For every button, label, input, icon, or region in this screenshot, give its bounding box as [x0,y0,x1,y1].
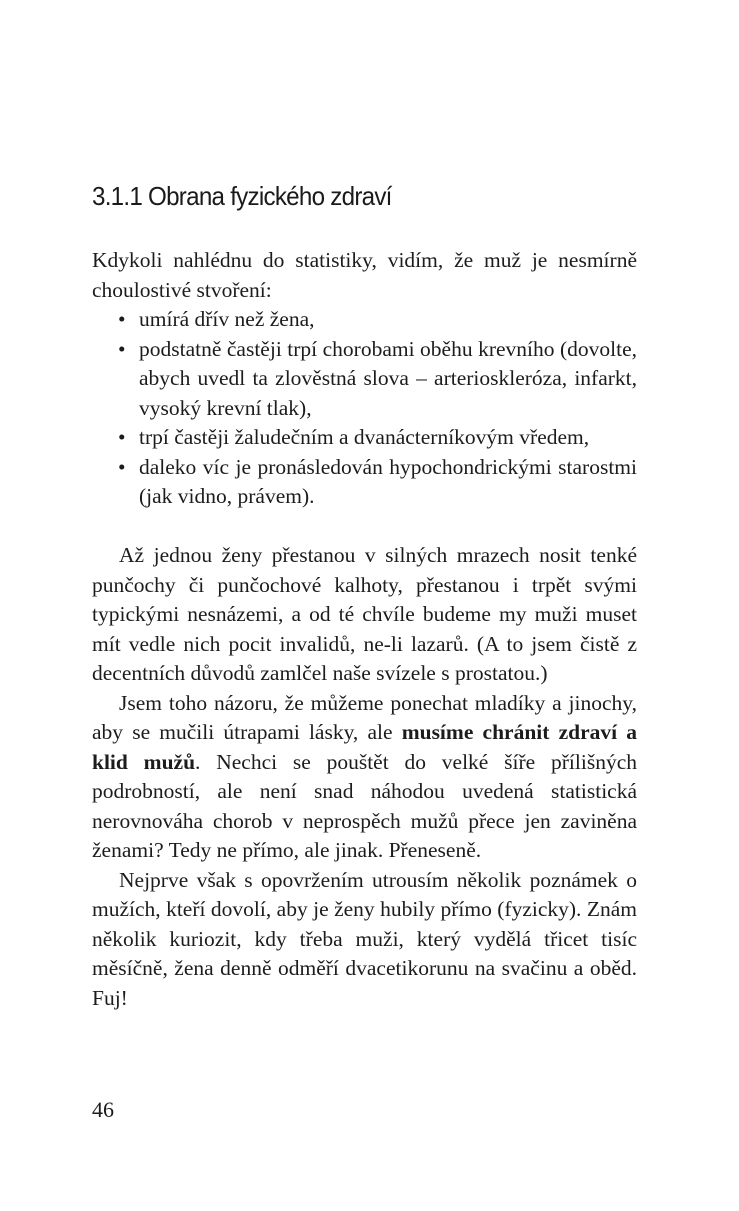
bullet-icon: • [118,336,126,361]
list-item-text: daleko víc je pronásledován hypochondrickými starostmi (jak vidno, právem). [139,454,637,508]
list-item-text: umírá dřív než žena, [139,307,315,331]
section-heading: 3.1.1 Obrana fyzického zdraví [92,181,392,211]
body-text [92,246,637,1013]
bullet-icon: • [118,454,126,479]
page-number: 46 [92,1097,114,1122]
intro-paragraph: Kdykoli nahlédnu do statistiky, vidím, že muž je nesmírně choulostivé stvoření: [92,248,637,302]
list-item-text: trpí častěji žaludečním a dvanácterníkovým vředem, [139,425,590,449]
paragraph-winter: Až jednou ženy přestanou v silných mrazech nosit tenké punčochy či punčochové kalhoty, přestanou i trpět svými typickými nesnázemi, a od té chvíle budeme my muži muset mít vedle nich pocit invalidů, ne-li lazarů. (A to jsem čistě z decentních důvodů zamlčel naše svízele s prostatou.) [92,543,637,685]
paragraph-text: Jsem toho názoru, že můžeme ponechat mladíky a jinochy, aby se mučili útrapami lásky, ale [92,690,637,744]
bullet-icon: • [118,425,126,449]
paragraph-protect-health [92,689,637,866]
list-item [92,335,637,424]
paragraph-text: . Nechci se pouštět do velké šíře přílišných podrobností, ale není snad náhodou uvedená statistická nerovnováha chorob v neprospěch mužů přece jen zaviněna ženami? Tedy ne přímo, ale jinak. Přeneseně. [92,749,637,862]
bullet-icon: • [118,307,126,331]
paragraph-notes: Nejprve však s opovržením utrousím několik poznámek o mužích, kteří dovolí, aby je ženy hubily přímo (fyzicky). Znám několik kuriozit, kdy třeba muži, který vydělá třicet tisíc měsíčně, žena denně odměří dvacetikorunu na svačinu a oběd. Fuj! [92,867,637,1010]
list-item-text: podstatně častěji trpí chorobami oběhu krevního (dovolte, abych uvedl ta zlověstná slova – arterioskleróza, infarkt, vysoký krevní tlak), [139,336,637,420]
list-item [92,423,637,453]
emphasis-text: musíme chránit zdraví a klid mužů [92,720,637,774]
list-item [92,305,637,335]
bullet-list [92,305,637,512]
list-item [92,453,637,512]
